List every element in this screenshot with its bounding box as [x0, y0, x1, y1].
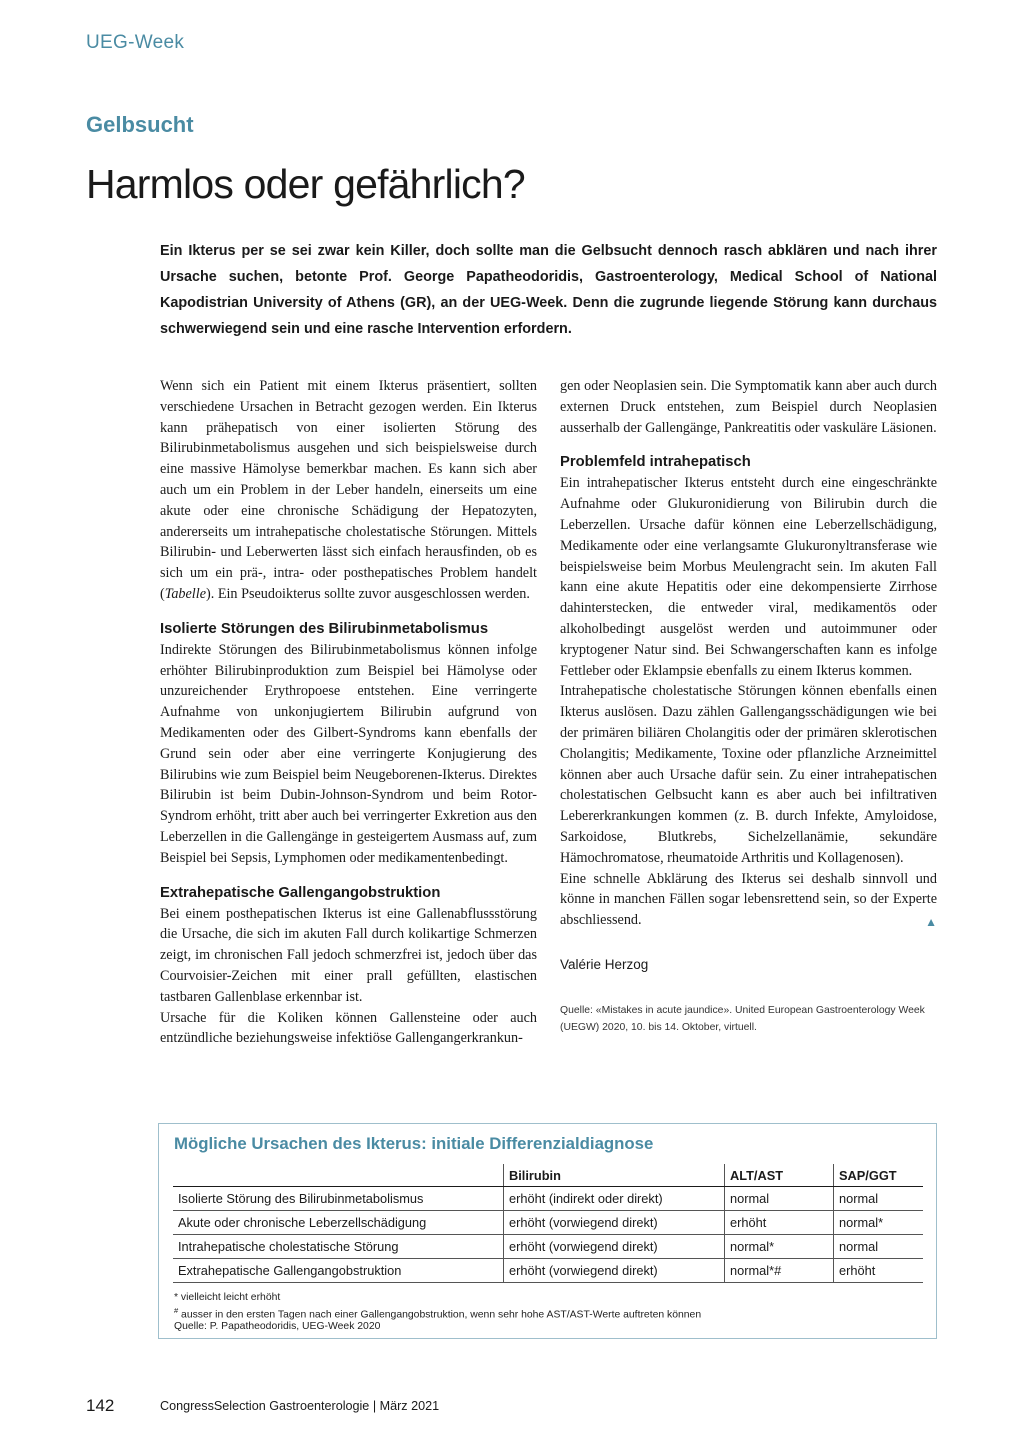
table-cell: erhöht (vorwiegend direkt) [504, 1235, 725, 1259]
table-cell: erhöht (indirekt oder direkt) [504, 1187, 725, 1211]
table-cell: normal* [834, 1211, 924, 1235]
paragraph: Eine schnelle Abklärung des Ikterus sei deshalb sinnvoll und könne in manchen Fällen sogar lebensrettend sein, so der Experte abschliessend. ▲ [560, 869, 937, 931]
table-footnotes [174, 1292, 701, 1334]
footnote: * vielleicht leicht erhöht [174, 1292, 281, 1303]
paragraph: Bei einem posthepatischen Ikterus ist eine Gallenabflussstörung die Ursache, die sich im akuten Fall durch kolikartige Schmerzen zeigt, im chronischen Fall jedoch schmerzfrei ist, jedoch über das Courvoisier-Zeichen mit einer prall gefüllten, elastischen tastbaren Gallenblase erkennbar ist. [160, 905, 537, 1005]
paragraph: Indirekte Störungen des Bilirubinmetabolismus können infolge erhöhter Bilirubinproduktion zum Beispiel bei Hämolyse oder unzureichender Erythropoese entstehen. Eine verringerte Aufnahme von unkonjugiertem Bilirubin aufgrund von Medikamenten oder des Gilbert-Syndroms kann ebenfalls der Grund sein oder aber eine verringerte Konjugierung des Bilirubins wie zum Beispiel beim Neugeborenen-Ikterus. Direktes Bilirubin ist beim Dubin-Johnson-Syndrom und beim Rotor-Syndrom erhöht, tritt aber auch bei verringerter Exkretion aus den Leberzellen in die Gallengänge in gesteigertem Ausmass auf, zum Beispiel bei Sepsis, Lymphomen oder medikamentenbedingt. [160, 641, 537, 866]
author-name: Valérie Herzog [560, 956, 649, 972]
table-cell: normal* [725, 1235, 834, 1259]
section-tag: UEG-Week [86, 32, 185, 53]
table-cell: Isolierte Störung des Bilirubinmetabolismus [173, 1187, 504, 1211]
differential-diagnosis-box [158, 1123, 937, 1339]
table-title: Mögliche Ursachen des Ikterus: initiale Differenzialdiagnose [174, 1134, 654, 1153]
table-cell: Extrahepatische Gallengangobstruktion [173, 1259, 504, 1283]
table-cell: Intrahepatische cholestatische Störung [173, 1235, 504, 1259]
table-row [173, 1235, 923, 1259]
publication-info: CongressSelection Gastroenterologie | März 2021 [160, 1399, 440, 1413]
table-cell: normal [834, 1187, 924, 1211]
paragraph: Intrahepatische cholestatische Störungen können ebenfalls einen Ikterus auslösen. Dazu zählen Gallengangsschädigungen wie bei der primären biliären Cholangitis oder der primären sklerotischen Cholangitis; Medikamente, Toxine oder pflanzliche Arzneimittel können aber auch Ursache dafür sein. Zu einer intrahepatischen cholestatischen Gelbsucht kann es aber auch bei infiltrativen Lebererkrankungen kommen (z. B. durch Infekte, Amyloidose, Sarkoidose, Blutkrebs, Sichelzellanämie, sekundäre Hämochromatose, rheumatoide Arthritis und Kollagenosen). [560, 683, 937, 866]
column-header [173, 1164, 504, 1187]
table-cell: normal*# [725, 1259, 834, 1283]
table-reference: Tabelle [164, 585, 206, 602]
table-source: Quelle: P. Papatheodoridis, UEG-Week 2020 [174, 1321, 381, 1333]
body-column-right [560, 376, 937, 1036]
article-kicker: Gelbsucht [86, 112, 194, 137]
footnote: # ausser in den ersten Tagen nach einer Gallengangobstruktion, wenn sehr hohe AST/AST-Werte auftreten können [174, 1305, 702, 1320]
subheading-bilirubin: Isolierte Störungen des Bilirubinmetabolismus [160, 620, 489, 637]
table-cell: normal [725, 1187, 834, 1211]
paragraph: Ein intrahepatischer Ikterus entsteht durch eine eingeschränkte Aufnahme oder Glukuronidierung von Bilirubin durch die Leberzellen. Ursache dafür können eine Leberzellschädigung, Medikamente oder eine verlangsamte Glukuronyltransferase wie beispielsweise beim Morbus Meulengracht sein. Im akuten Fall kann eine akute Hepatitis oder eine dekompensierte Zirrhose dahinterstecken, die entweder viral, medikamentös oder alkoholbedingt ausgelöst werden und autoimmuner oder kryptogener Natur sind. Bei Schwangerschaften kann es infolge Fettleber oder Eklampsie ebenfalls zu einem Ikterus kommen. [560, 475, 937, 679]
page-number: 142 [86, 1396, 115, 1415]
column-header: Bilirubin [504, 1164, 725, 1187]
article-lead: Ein Ikterus per se sei zwar kein Killer, doch sollte man die Gelbsucht dennoch rasch abklären und nach ihrer Ursache suchen, betonte Prof. George Papatheodoridis, Gastroenterology, Medical School of National Kapodistrian University of Athens (GR), an der UEG-Week. Denn die zugrunde liegende Störung kann durchaus schwerwiegend sein und eine rasche Intervention erfordern. [160, 243, 937, 337]
article-title: Harmlos oder gefährlich? [86, 161, 525, 207]
table-row [173, 1211, 923, 1235]
table-cell: normal [834, 1235, 924, 1259]
table-row [173, 1259, 923, 1283]
body-column-left [160, 376, 537, 1049]
subheading-extrahepatic: Extrahepatische Gallengangobstruktion [160, 884, 441, 901]
paragraph: Ursache für die Koliken können Gallensteine oder auch entzündliche beziehungsweise infektiöse Gallengangerkrankun- [160, 1009, 537, 1047]
table-cell: erhöht [834, 1259, 924, 1283]
column-header: SAP/GGT [834, 1164, 924, 1187]
differential-diagnosis-table [173, 1164, 923, 1283]
table-row [173, 1187, 923, 1211]
table-cell: erhöht (vorwiegend direkt) [504, 1211, 725, 1235]
paragraph: gen oder Neoplasien sein. Die Symptomatik kann aber auch durch externen Druck entstehen, zum Beispiel durch Neoplasien ausserhalb der Gallengänge, Pankreatitis oder vaskuläre Läsionen. [560, 378, 937, 436]
table-cell: erhöht (vorwiegend direkt) [504, 1259, 725, 1283]
source-citation: Quelle: «Mistakes in acute jaundice». United European Gastroenterology Week (UEGW) 2020, 10. bis 14. Oktober, virtuell. [560, 1004, 925, 1033]
end-of-article-triangle-icon: ▲ [925, 915, 937, 930]
subheading-intrahepatic: Problemfeld intrahepatisch [560, 454, 751, 471]
table-cell: Akute oder chronische Leberzellschädigung [173, 1211, 504, 1235]
paragraph: Wenn sich ein Patient mit einem Ikterus präsentiert, sollten verschiedene Ursachen in Betracht gezogen werden. Ein Ikterus kann prähepatisch von einer isolierten Störung des Bilirubinmetabolismus ausgehen und sich beispielsweise durch eine massive Hämolyse bemerkbar machen. Es kann sich aber auch um ein Problem in der Leber handeln, einerseits um eine akute oder eine chronische Schädigung der Hepatozyten, andererseits um intrahepatische cholestatische Störungen. Mittels Bilirubin- und Leberwerten lässt sich einfach herausfinden, ob es sich um ein prä-, intra- oder posthepatisches Problem handelt (Tabelle). Ein Pseudoikterus sollte zuvor ausgeschlossen werden. [160, 378, 537, 602]
table-header-row [173, 1164, 923, 1187]
table-cell: erhöht [725, 1211, 834, 1235]
column-header: ALT/AST [725, 1164, 834, 1187]
